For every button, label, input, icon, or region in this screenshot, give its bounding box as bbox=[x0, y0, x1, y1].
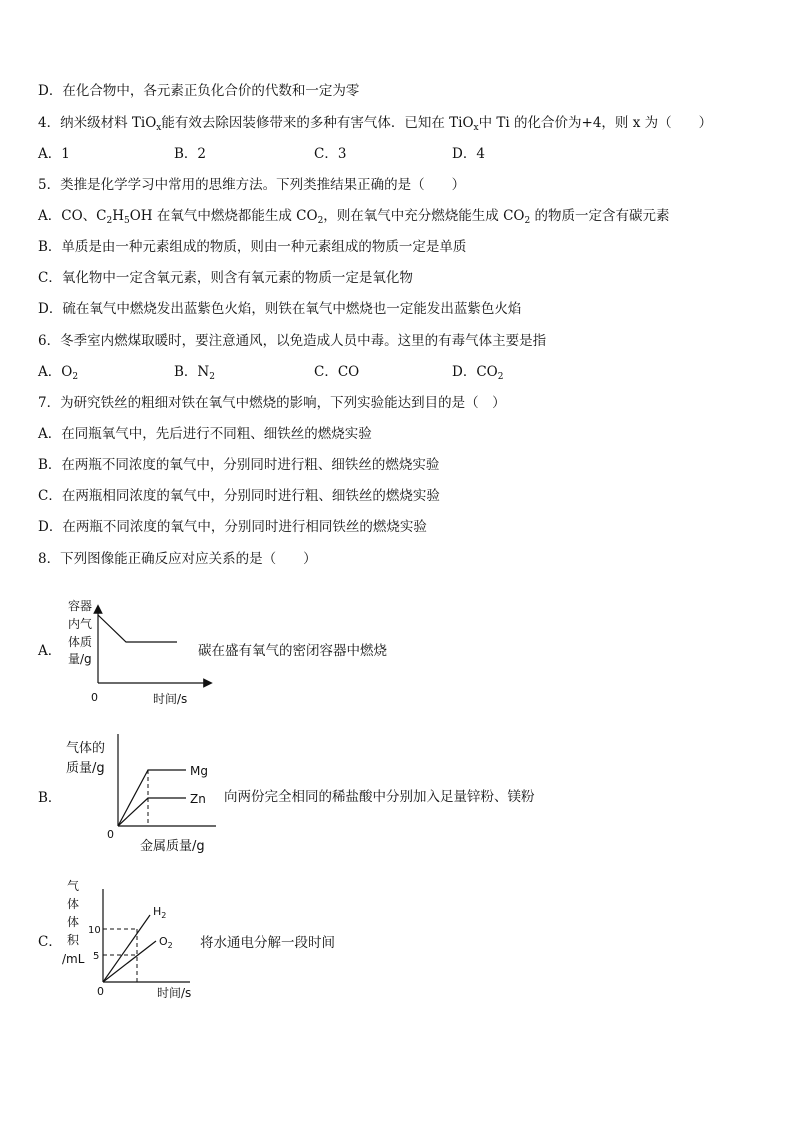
q4-option-d: D．4 bbox=[452, 146, 485, 162]
q5-option-b: B．单质是由一种元素组成的物质，则由一种元素组成的物质一定是单质 bbox=[38, 239, 467, 255]
figure-c-ylabel-3: 体 bbox=[67, 915, 80, 929]
figure-c-origin: 0 bbox=[97, 985, 104, 998]
q6-option-c: C．CO bbox=[314, 364, 360, 380]
figure-b-zn-line bbox=[118, 798, 186, 826]
q7-option-b: B．在两瓶不同浓度的氧气中，分别同时进行粗、细铁丝的燃烧实验 bbox=[38, 457, 440, 473]
figure-c-o2-line bbox=[103, 941, 156, 982]
figure-c-tick-10: 10 bbox=[88, 925, 101, 936]
figure-c-ylabel-2: 体 bbox=[67, 897, 80, 911]
q6-option-b: B．$N_2$ bbox=[174, 364, 215, 382]
figure-c-ylabel-5: /mL bbox=[62, 952, 85, 966]
q8-figure-b bbox=[60, 728, 560, 858]
figure-b-xlabel: 金属质量/g bbox=[140, 839, 205, 854]
figure-a-ylabel-3: 体质 bbox=[68, 635, 93, 649]
figure-c-xlabel: 时间/s bbox=[157, 986, 192, 1000]
q4-option-a: A．1 bbox=[38, 146, 70, 162]
q7-option-d: D．在两瓶不同浓度的氧气中，分别同时进行相同铁丝的燃烧实验 bbox=[38, 519, 427, 535]
figure-b-ylabel-1: 气体的 bbox=[66, 741, 106, 756]
figure-a-xlabel: 时间/s bbox=[153, 692, 188, 706]
figure-a-ylabel-1: 容器 bbox=[68, 599, 93, 613]
figure-c-ylabel-1: 气 bbox=[67, 879, 80, 893]
q5-stem: 5．类推是化学学习中常用的思维方法。下列类推结果正确的是（ ） bbox=[38, 177, 466, 193]
figure-c-ylabel-4: 积 bbox=[67, 933, 80, 947]
figure-a-ylabel-2: 内气 bbox=[68, 617, 93, 631]
q3-option-d: D．在化合物中，各元素正负化合价的代数和一定为零 bbox=[38, 83, 360, 99]
q5-option-a: A．CO、$C_2H_5OH$ 在氧气中燃烧都能生成 $CO_2$，则在氧气中充分燃烧能生成 $CO_2$ 的物质一定含有碳元素 bbox=[38, 208, 670, 226]
figure-a-caption: 碳在盛有氧气的密闭容器中燃烧 bbox=[198, 643, 387, 659]
q5-option-d: D．硫在氧气中燃烧发出蓝紫色火焰，则铁在氧气中燃烧也一定能发出蓝紫色火焰 bbox=[38, 301, 522, 317]
q7-option-c: C．在两瓶相同浓度的氧气中，分别同时进行粗、细铁丝的燃烧实验 bbox=[38, 488, 440, 504]
q8-option-b-letter: B． bbox=[38, 790, 62, 806]
q6-option-a: A．$O_2$ bbox=[38, 364, 79, 382]
q7-option-a: A．在同瓶氧气中，先后进行不同粗、细铁丝的燃烧实验 bbox=[38, 426, 372, 442]
figure-b-series-zn: Zn bbox=[190, 792, 206, 806]
q8-stem: 8．下列图像能正确反应对应关系的是（ ） bbox=[38, 551, 317, 567]
figure-c-caption: 将水通电分解一段时间 bbox=[200, 935, 335, 951]
q8-figure-c bbox=[60, 875, 380, 1005]
figure-b-caption: 向两份完全相同的稀盐酸中分别加入足量锌粉、镁粉 bbox=[224, 789, 535, 805]
q5-option-c: C．氧化物中一定含氧元素，则含有氧元素的物质一定是氧化物 bbox=[38, 270, 413, 286]
q8-option-a-letter: A． bbox=[38, 643, 62, 659]
figure-a-ylabel-4: 量/g bbox=[68, 652, 92, 666]
figure-c-series-h2: $H_2$ bbox=[153, 905, 167, 920]
figure-b-series-mg: Mg bbox=[190, 764, 208, 778]
figure-c-tick-5: 5 bbox=[93, 951, 100, 962]
q8-figure-a bbox=[60, 595, 400, 710]
q6-option-d: D．$CO_2$ bbox=[452, 364, 504, 382]
q4-option-c: C．3 bbox=[314, 146, 347, 162]
figure-a-origin: 0 bbox=[91, 691, 98, 704]
figure-b-origin: 0 bbox=[107, 828, 114, 841]
figure-c-h2-line bbox=[103, 915, 150, 982]
figure-a-curve bbox=[98, 615, 177, 642]
figure-b-ylabel-2: 质量/g bbox=[66, 761, 105, 776]
q7-stem: 7．为研究铁丝的粗细对铁在氧气中燃烧的影响，下列实验能达到目的是（ ） bbox=[38, 395, 506, 411]
q6-stem: 6．冬季室内燃煤取暖时，要注意通风，以免造成人员中毒。这里的有毒气体主要是指 bbox=[38, 333, 547, 349]
q4-stem: 4．纳米级材料 TiO$_x$能有效去除因装修带来的多种有害气体．已知在 TiO$_x$中 Ti 的化合价为+4，则 x 为（ ） bbox=[38, 115, 713, 133]
q4-option-b: B．2 bbox=[174, 146, 207, 162]
figure-c-series-o2: $O_2$ bbox=[159, 935, 173, 950]
q8-option-c-letter: C． bbox=[38, 934, 62, 950]
